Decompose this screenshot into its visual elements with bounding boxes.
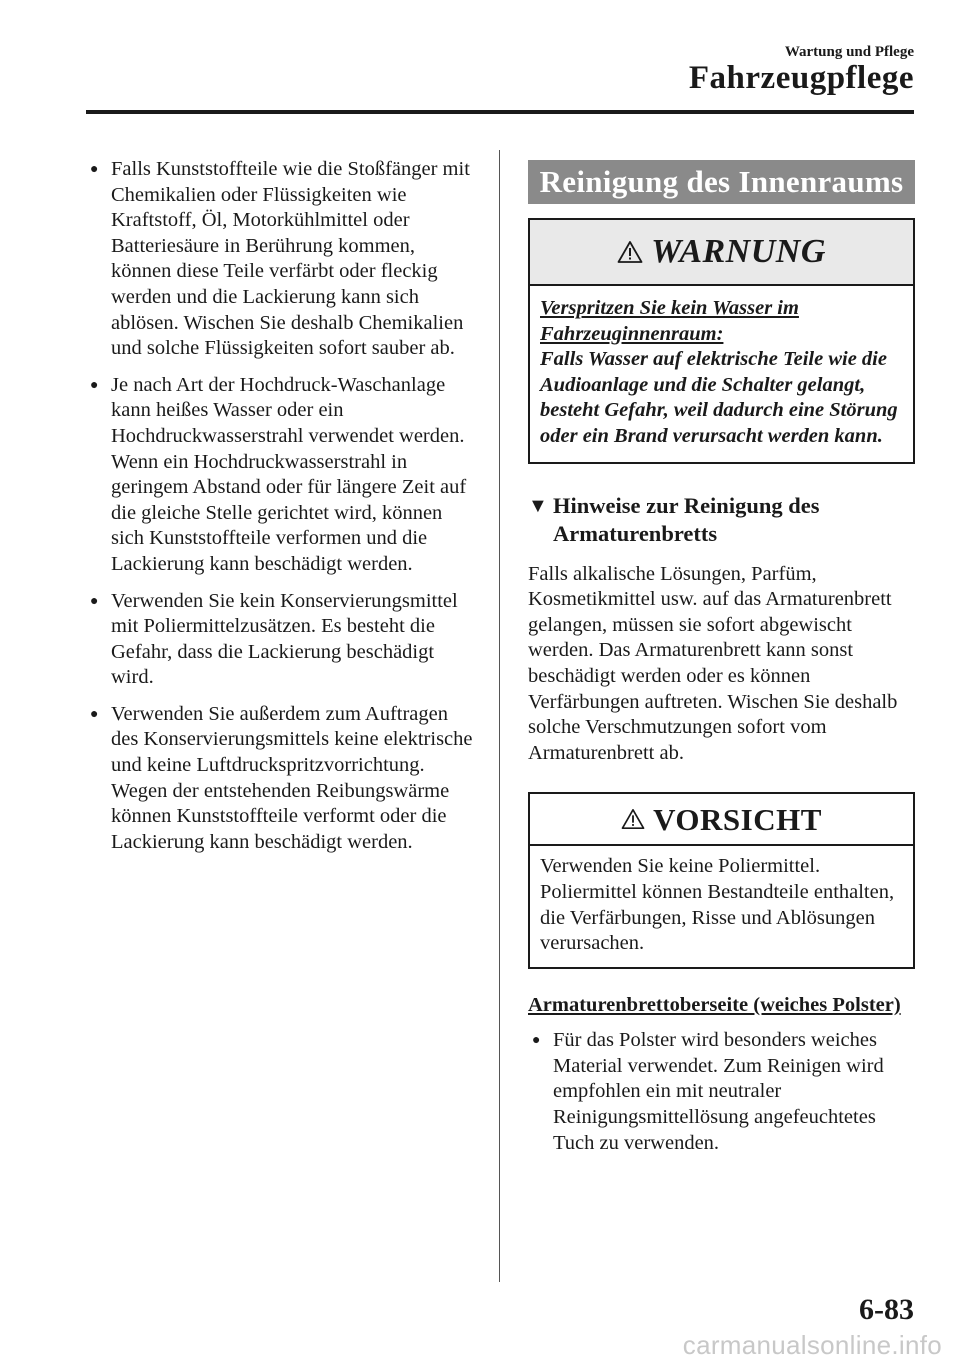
caution-header — [530, 794, 913, 846]
warning-triangle-icon — [617, 240, 643, 264]
list-item — [86, 702, 478, 856]
warning-text: Falls Wasser auf elektrische Teile wie die Audioanlage und die Schalter gelangt, besteht Gefahr, weil dadurch eine Störung oder ein Brand verursacht werden kann. — [540, 348, 898, 447]
warning-heading: Verspritzen Sie kein Wasser im Fahrzeuginnenraum: — [540, 297, 799, 345]
list-item-text: Für das Polster wird besonders weiches Material verwendet. Zum Reinigen wird empfohlen ein mit neutraler Reinigungsmittellösung angefeuchtetes Tuch zu verwenden. — [553, 1029, 884, 1154]
caution-title: VORSICHT — [653, 801, 822, 837]
subsection-title: Hinweise zur Reinigung des Armaturenbretts — [553, 492, 820, 546]
list-item — [86, 589, 478, 691]
caution-box — [528, 792, 915, 968]
warning-body — [530, 286, 913, 462]
warning-header — [530, 220, 913, 286]
header-rule — [86, 110, 914, 114]
page-number: 6-83 — [859, 1293, 914, 1326]
warning-title: WARNUNG — [651, 233, 826, 271]
watermark: carmanualsonline.info — [682, 1330, 942, 1360]
bullet-icon: ● — [90, 706, 99, 722]
page-title: Fahrzeugpflege — [688, 60, 914, 96]
list-item-text: Falls Kunststoffteile wie die Stoßfänger mit Chemikalien oder Flüssigkeiten wie Kraftstoff, Öl, Motorkühlmittel oder Batteriesäure in Berührung kommen, können diese Teile verfärbt oder fleckig werden und die Lackierung kann sich ablösen. Wischen Sie deshalb Chemikalien und solche Flüssigkeiten sofort sauber ab. — [111, 158, 470, 360]
right-column — [528, 160, 915, 1167]
body-paragraph: Falls alkalische Lösungen, Parfüm, Kosmetikmittel usw. auf das Armaturenbrett gelangen, müssen sie sofort abgewischt werden. Das Armaturenbrett kann sonst beschädigt werden oder es können Verfärbungen auftreten. Wischen Sie deshalb solche Verschmutzungen sofort vom Armaturenbrett ab. — [528, 562, 898, 764]
section-label: Wartung und Pflege — [784, 44, 914, 60]
list-item — [86, 373, 478, 578]
topic-heading: Armaturenbrettoberseite (weiches Polster) — [528, 993, 901, 1016]
bullet-icon: ● — [532, 1033, 541, 1049]
list-item-text: Verwenden Sie außerdem zum Auftragen des Konservierungsmittels keine elektrische und keine Luftdruckspritzvorrichtung. Wegen der entstehenden Reibungswärme können Kunststoffteile verformt oder die Lackierung kann beschädigt werden. — [111, 702, 473, 853]
caution-triangle-icon — [621, 808, 645, 830]
list-item-text: Je nach Art der Hochdruck-Waschanlage kann heißes Wasser oder ein Hochdruckwasserstrahl verwendet werden. Wenn ein Hochdruckwasserstrahl in geringem Abstand oder für längere Zeit auf die gleiche Stelle gerichtet wird, können sich Kunststoffteile verformen und die Lackierung kann beschädigt werden. — [111, 373, 467, 575]
warning-box — [528, 218, 915, 464]
bullet-icon: ● — [90, 162, 99, 177]
caution-text: Verwenden Sie keine Poliermittel. Poliermittel können Bestandteile enthalten, die Verfärbungen, Risse und Ablösungen verursachen. — [540, 855, 895, 955]
subsection-heading — [528, 492, 915, 548]
left-column — [86, 157, 478, 866]
column-divider — [499, 150, 500, 1282]
list-item — [86, 157, 478, 362]
bullet-icon: ● — [90, 377, 99, 393]
bullet-icon: ● — [90, 593, 99, 609]
triangle-down-icon: ▼ — [528, 494, 548, 517]
section-heading: Reinigung des Innenraums — [528, 160, 915, 204]
list-item — [528, 1028, 915, 1156]
list-item-text: Verwenden Sie kein Konservierungsmittel mit Poliermittelzusätzen. Es besteht die Gefahr, dass die Lackierung beschädigt wird. — [111, 589, 458, 689]
